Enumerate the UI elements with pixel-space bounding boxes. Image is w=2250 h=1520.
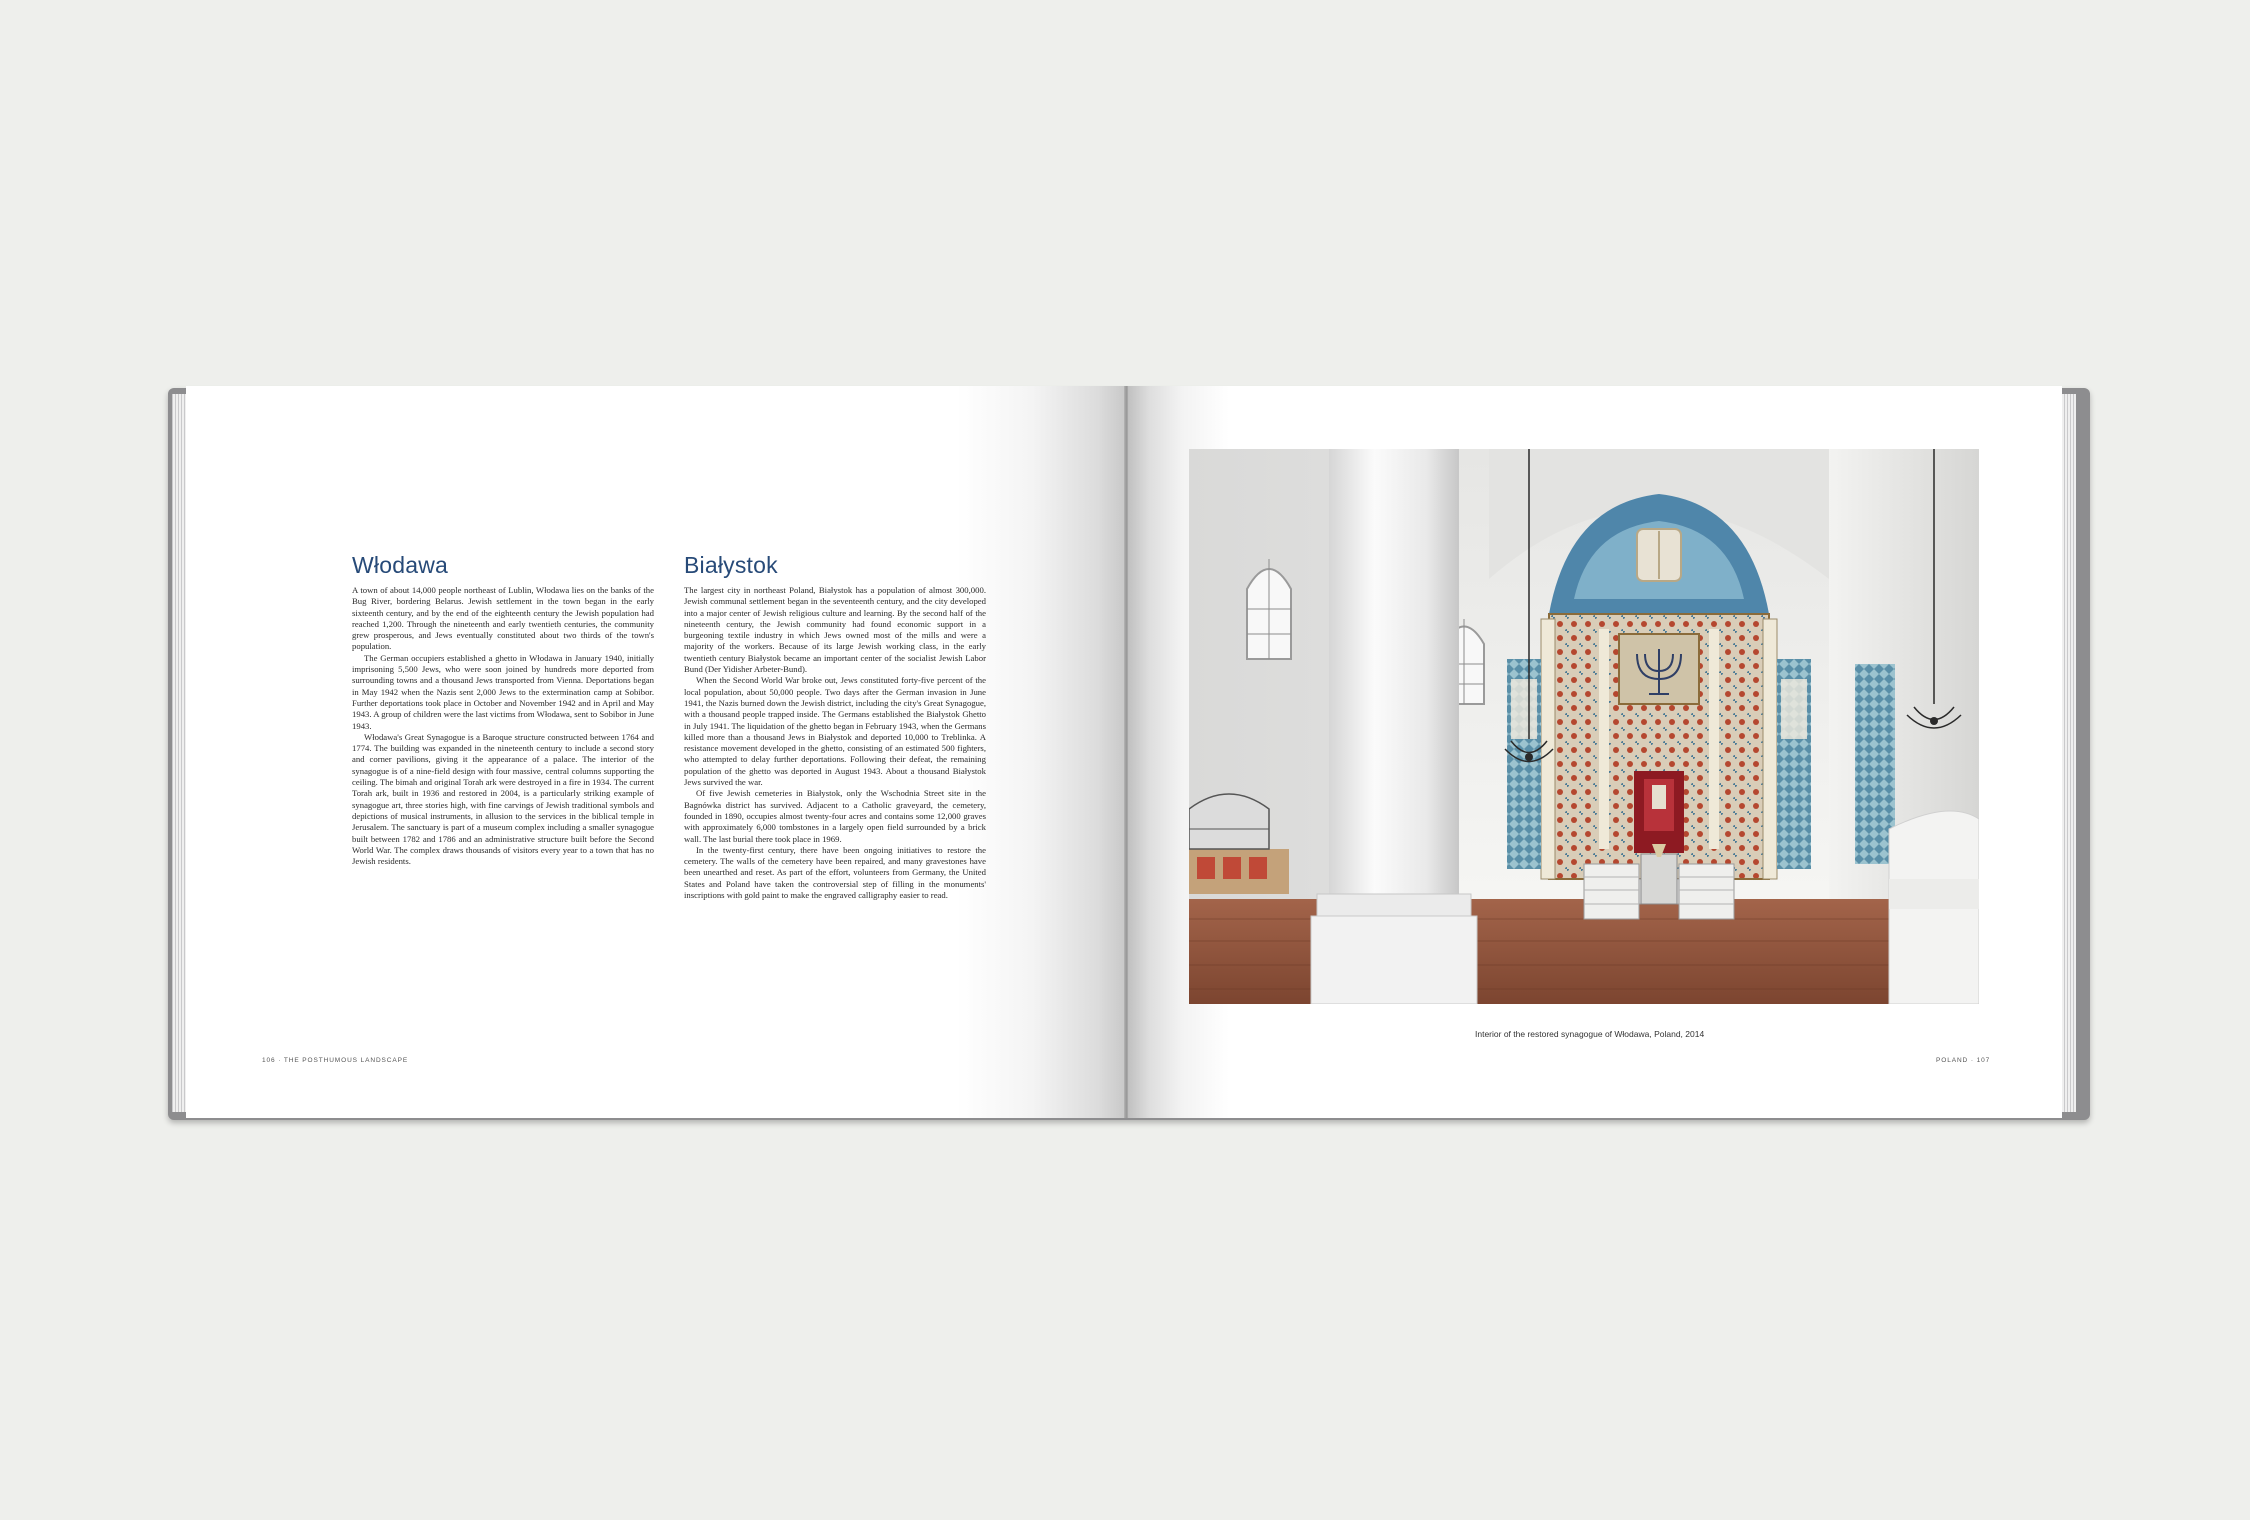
paragraph: When the Second World War broke out, Jews constituted forty-five percent of the local population, about 50,000 people. Two days after the German invasion in June 1941, the Nazis burned down the Jewish district, including the city's Great Synagogue, with a thousand people trapped inside. The Germans established the Białystok Ghetto in July 1941. The liquidation of the ghetto began in February 1943, when the Germans killed more than a thousand Jews in Białystok and deported 10,000 to Treblinka. A resistance movement developed in the ghetto, consisting of an estimated 500 fighters, who attempted to delay further deportations. Following their defeat, the remaining population of the ghetto was deported in August 1943. About a thousand Białystok Jews survived the war. — [684, 675, 986, 788]
synagogue-photo — [1189, 449, 1979, 1004]
section-title: Białystok — [684, 552, 778, 578]
paragraph: A town of about 14,000 people northeast of Lublin, Włodawa lies on the banks of the Bug River, bordering Belarus. Jewish settlement in the town began in the early sixteenth century, and by the end of the eighteenth century the Jewish population had reached 1,200. Through the nineteenth and early twentieth centuries, the community grew prosperous, and Jews eventually constituted about two thirds of the town's population. — [352, 585, 654, 652]
paragraph: Włodawa's Great Synagogue is a Baroque structure constructed between 1764 and 1774. The building was expanded in the nineteenth century to include a second story and corner pavilions, giving it the appearance of a palace. The interior of the synagogue is of a nine-field design with four massive, central columns supporting the ceiling. The bimah and original Torah ark were destroyed in a fire in 1934. The current Torah ark, built in 1936 and restored in 2004, is a particularly striking example of synagogue art, three stories high, with fine carvings of Jewish traditional symbols and depictions of musical instruments, in allusion to the services in the biblical temple in Jerusalem. The sanctuary is part of a museum complex including a smaller synagogue built between 1782 and 1786 and an administrative structure built before the Second World War. The complex draws thousands of visitors every year to a town that has no Jewish residents. — [352, 731, 654, 867]
page-stack-left — [172, 394, 186, 1112]
paragraph: Of five Jewish cemeteries in Białystok, only the Wschodnia Street site in the Bagnówka district has survived. Adjacent to a Catholic graveyard, the cemetery, founded in 1890, occupies almost twenty-four acres and contains some 12,000 graves with approximately 6,000 tombstones in a largely open field surrounded by a brick wall. The last burial there took place in 1969. — [684, 788, 986, 844]
paragraph: The largest city in northeast Poland, Białystok has a population of almost 300,000. Jewish communal settlement began in the seventeenth century, and the city developed into a major center of Jewish religious culture and learning. By the second half of the nineteenth century, the Jewish community had found economic support in a burgeoning textile industry in which Jews owned most of the mills and were a majority of the workers. Because of its large Jewish working class, in the early twentieth century Białystok became an important center of the socialist Jewish Labor Bund (Der Yidisher Arbeter-Bund). — [684, 585, 986, 675]
section-wlodawa — [352, 552, 654, 867]
paragraph: The German occupiers established a ghetto in Włodawa in January 1940, initially imprisoning 5,500 Jews, who were soon joined by hundreds more deported from surrounding towns and a thousand Jews transported from Vienna. Deportations began in May 1942 when the Nazis sent 2,000 Jews to the extermination camp at Sobibor. Further deportations took place in October and November 1942 and in April and May 1943. A group of children were the last victims from Włodawa, sent to Sobibor in June 1943. — [352, 652, 654, 731]
folio-right: POLAND · 107 — [1936, 1057, 1991, 1064]
paragraph: In the twenty-first century, there have been ongoing initiatives to restore the cemetery. The walls of the cemetery have been repaired, and many gravestones have been unearthed and reset. As part of the effort, volunteers from Germany, the United States and Poland have taken the controversial step of filling in the monuments' inscriptions with gold paint to make the engraved calligraphy easier to read. — [684, 844, 986, 901]
folio-left: 106 · THE POSTHUMOUS LANDSCAPE — [262, 1057, 409, 1064]
page-stack-right — [2062, 394, 2076, 1112]
book-gutter — [1124, 386, 1128, 1118]
photo-caption: Interior of the restored synagogue of Włodawa, Poland, 2014 — [1475, 1029, 1705, 1039]
section-bialystok — [684, 552, 986, 901]
section-title: Włodawa — [352, 552, 448, 578]
